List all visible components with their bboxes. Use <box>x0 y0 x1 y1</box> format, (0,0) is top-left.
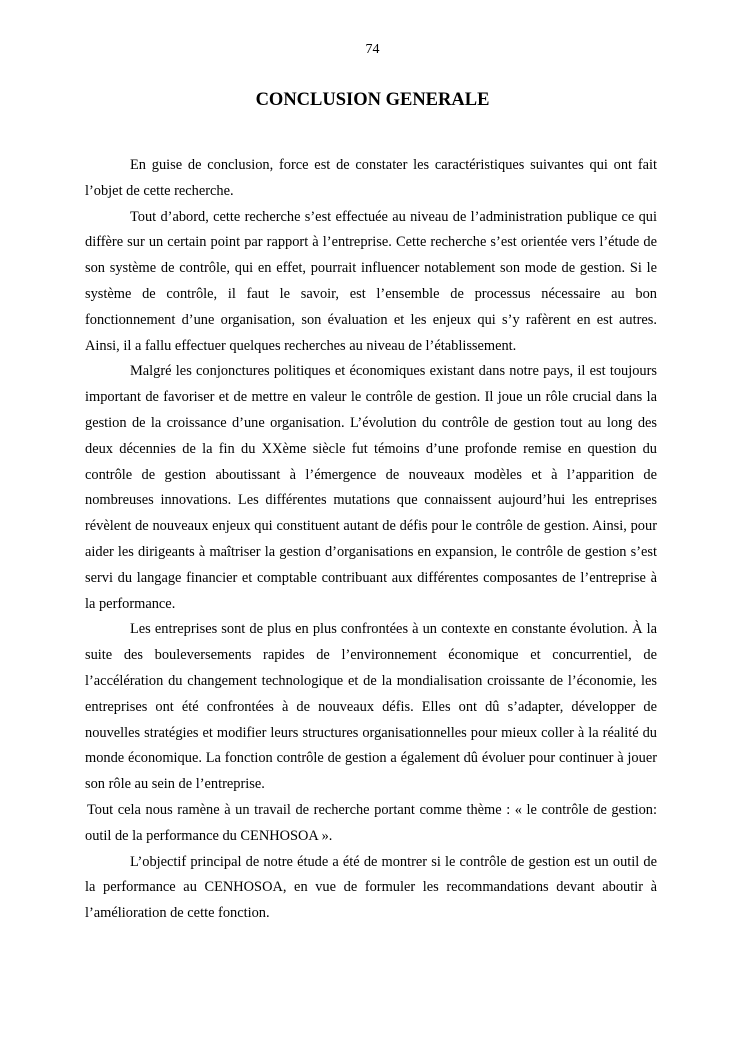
paragraph-contexte: Les entreprises sont de plus en plus confrontées à un contexte en constante évolution. À la suite des bouleversements rapides de l’environnement économique et concurrentiel, de l’accélération du changement technologique et de la mondialisation croissante de l’économie, les entreprises ont été confrontées à de nouveaux défis. Elles ont dû s’adapter, développer de nouvelles stratégies et modifier leurs structures organisationnelles pour mieux coller à la réalité du monde économique. La fonction contrôle de gestion a également dû évoluer pour continuer à jouer son rôle au sein de l’entreprise. <box>85 621 657 793</box>
paragraph-theme: Tout cela nous ramène à un travail de recherche portant comme thème : « le contrôle de gestion: outil de la performance du CENHOSOA ». <box>85 801 657 844</box>
paragraph-conjonctures: Malgré les conjonctures politiques et économiques existant dans notre pays, il est toujours important de favoriser et de mettre en valeur le contrôle de gestion. Il joue un rôle crucial dans la gestion de la croissance d’une organisation. L’évolution du contrôle de gestion tout au long des deux décennies de la fin du XXème siècle fut témoins d’une profonde remise en question du contrôle de gestion aboutissant à l’émergence de nouveaux modèles et à l’apparition de nombreuses innovations. Les différentes mutations que connaissent aujourd’hui les entreprises révèlent de nouveaux enjeux qui constituent autant de défis pour le contrôle de gestion. Ainsi, pour aider les dirigeants à maîtriser la gestion d’organisations en expansion, le contrôle de gestion s’est servi du langage financier et comptable contribuant aux différentes composantes de l’entreprise à la performance. <box>85 363 657 612</box>
page-number: 74 <box>365 42 380 57</box>
paragraph-objectif: L’objectif principal de notre étude a été de montrer si le contrôle de gestion est un outil de la performance au CENHOSOA, en vue de formuler les recommandations devant aboutir à l’amélioration de cette fonction. <box>85 853 657 922</box>
body-text <box>85 153 657 927</box>
paragraph-intro: En guise de conclusion, force est de constater les caractéristiques suivantes qui ont fait l’objet de cette recherche. <box>85 157 657 199</box>
page-title: CONCLUSION GENERALE <box>255 90 490 110</box>
paragraph-administration: Tout d’abord, cette recherche s’est effectuée au niveau de l’administration publique ce qui diffère sur un certain point par rapport à l’entreprise. Cette recherche s’est orientée vers l’étude de son système de contrôle, qui en effet, pourrait influencer notablement son mode de gestion. Si le système de contrôle, il faut le savoir, est l’ensemble de processus nécessaire au bon fonctionnement d’une organisation, son évaluation et les enjeux qui s’y rafèrent en est autres. Ainsi, il a fallu effectuer quelques recherches au niveau de l’établissement. <box>85 208 657 354</box>
